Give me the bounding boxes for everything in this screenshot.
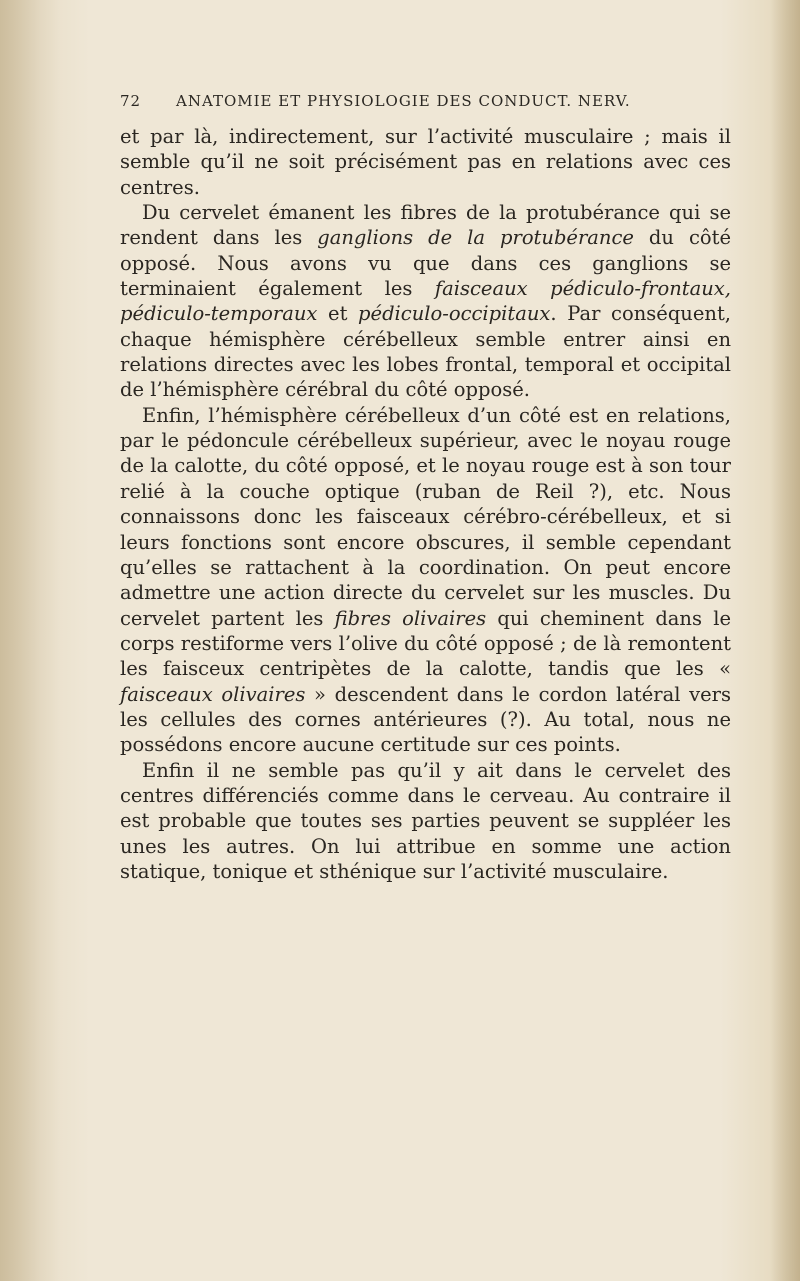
italic-term: faisceaux olivaires — [120, 682, 306, 706]
italic-term: faisceaux pédiculo-frontaux, pédiculo-temporaux — [120, 277, 731, 326]
running-head — [120, 92, 710, 116]
paragraph — [120, 403, 731, 758]
italic-term: fibres olivaires — [334, 606, 487, 630]
text-run: et par là, indirectement, sur l’activité musculaire ; mais il semble qu’il ne soit précisément pas en relations avec ces centres. — [120, 125, 731, 199]
text-run: et — [317, 302, 359, 326]
text-run: Du cervelet émanent les fibres de la protubérance qui se rendent dans les — [120, 201, 731, 250]
running-title: ANATOMIE ET PHYSIOLOGIE DES CONDUCT. NERV. — [176, 92, 631, 110]
paragraph — [120, 124, 731, 200]
text-run: Enfin il ne semble pas qu’il y ait dans le cervelet des centres différenciés comme dans le cerveau. Au contraire il est probable que toutes ses parties peuvent se suppléer les unes les autres. On lui attribue en somme une action statique, tonique et sthénique sur l’activité musculaire. — [120, 758, 731, 883]
italic-term: pédiculo-occipitaux — [358, 302, 551, 326]
text-run: qui cheminent dans le corps restiforme vers l’olive du côté opposé ; de là remontent les faisceux centripètes de la calotte, tandis que les « — [120, 606, 731, 681]
page-edge-right — [770, 0, 800, 1281]
text-run: . Par conséquent, chaque hémisphère cérébelleux semble entrer ainsi en relations directes avec les lobes frontal, temporal et occipital de l’hémisphère cérébral du côté opposé. — [120, 302, 731, 402]
italic-term: ganglions de la protubérance — [317, 226, 634, 250]
page-edge-left — [0, 0, 60, 1281]
paragraph — [120, 200, 731, 403]
text-run: Enfin, l’hémisphère cérébelleux d’un côté est en relations, par le pédoncule cérébelleux supérieur, avec le noyau rouge de la calotte, du côté opposé, et le noyau rouge est à son tour relié à la couche optique (ruban de Reil ?), etc. Nous connaissons donc les faisceaux cérébro-cérébelleux, et si leurs fonctions sont encore obscures, il semble cependant qu’elles se rattachent à la coordination. On peut encore admettre une action directe du cervelet sur les muscles. Du cervelet partent les — [120, 403, 731, 630]
body-text — [120, 124, 731, 884]
text-run: du côté opposé. Nous avons vu que dans ces ganglions se terminaient également les — [120, 226, 731, 301]
page-number: 72 — [120, 92, 142, 110]
paragraph — [120, 758, 731, 885]
text-run: » descendent dans le cordon latéral vers les cellules des cornes antérieures (?). Au total, nous ne possédons encore aucune certitude sur ces points. — [120, 682, 732, 757]
